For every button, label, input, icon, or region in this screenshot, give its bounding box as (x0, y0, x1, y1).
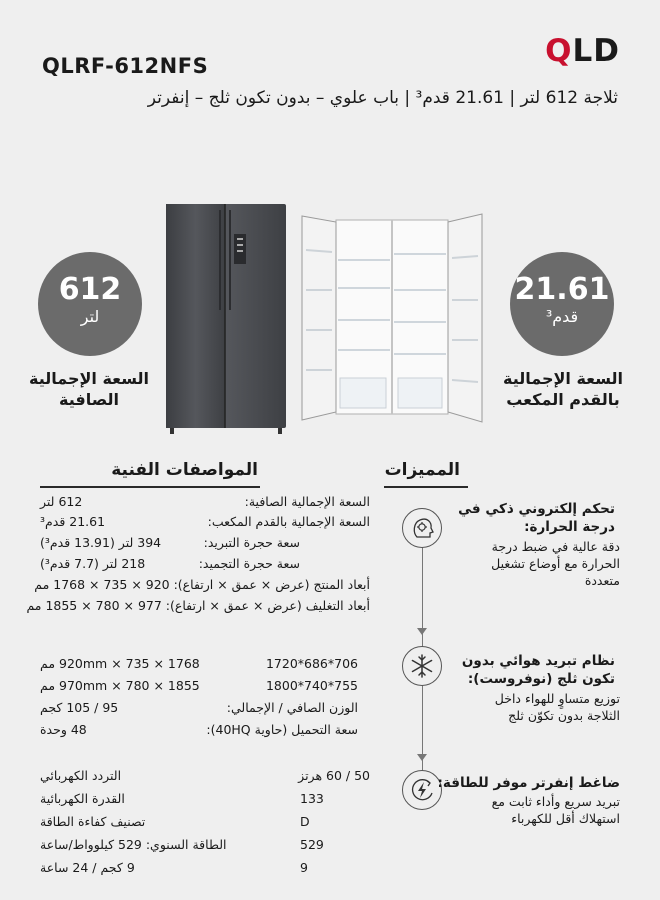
spec-row: سعة حجرة التبريد: 394 لتر (13.91 قدم³) (40, 535, 300, 550)
brand-logo: QLD (545, 33, 620, 69)
specs-group-dimensions (40, 654, 358, 742)
spec-row: 9 كجم / 24 ساعة 9 (40, 860, 308, 875)
capacity-cubic-feet-caption: السعة الإجمالية بالقدم المكعب (503, 369, 623, 409)
spec-row: السعة الإجمالية الصافية: 612 لتر (40, 494, 370, 509)
spec-row: 1768 × 735 × 920mm مم 706*686*1720 (40, 656, 358, 671)
specs-group-capacity (26, 492, 370, 617)
spec-row: تصنيف كفاءة الطاقة D (40, 814, 310, 829)
feature-smart-control: تحكم إلكتروني ذكي في درجة الحرارة: دقة عالية في ضبط درجة الحرارة مع أوضاع تشغيل متعددة (458, 501, 620, 588)
spec-row: الوزن الصافي / الإجمالي: 95 / 105 كجم (40, 700, 358, 715)
smart-control-icon (402, 508, 442, 548)
features-title-divider (384, 486, 468, 488)
spec-row: التردد الكهربائي 50 / 60 هرتز (40, 768, 370, 783)
specs-group-electrical (40, 766, 370, 881)
model-number: QLRF-612NFS (42, 54, 209, 78)
features-title: المميزات (384, 460, 460, 480)
capacity-liters-caption: السعة الإجمالية الصافية (29, 369, 149, 409)
fridge-closed-image (160, 200, 292, 436)
spec-row: أبعاد المنتج (عرض × عمق × ارتفاع): 920 × 735 × 1768 مم (34, 577, 370, 592)
capacity-liters-badge: 612 لتر (38, 252, 142, 356)
specs-title: المواصفات الفنية (111, 460, 258, 480)
spec-row: أبعاد التغليف (عرض × عمق × ارتفاع): 977 × 780 × 1855 مم (26, 598, 370, 613)
spec-row: سعة التحميل (حاوية 40HQ): 48 وحدة (40, 722, 358, 737)
timeline-arrow-icon (417, 754, 427, 761)
fridge-open-image (298, 210, 486, 424)
feature-no-frost: نظام تبريد هوائي بدون تكون ثلج (نوفروست): توزيع متساوٍ للهواء داخل الثلاجة بدون تكوّن ثلج (461, 653, 620, 723)
spec-row: سعة حجرة التجميد: 218 لتر (7.7 قدم³) (40, 556, 300, 571)
spec-row: السعة الإجمالية بالقدم المكعب: 21.61 قدم³ (40, 514, 370, 529)
feature-inverter: ضاغط إنفرتر موفر للطاقة: تبريد سريع وأداء ثابت مع استهلاك أقل للكهرباء (437, 775, 620, 826)
capacity-cubic-feet-badge: 21.61 قدم³ (510, 252, 614, 356)
spec-row: القدرة الكهربائية 133 (40, 791, 324, 806)
product-subtitle: ثلاجة 612 لتر | 21.61 قدم³ | باب علوي – بدون تكون ثلج – إنفرتر (147, 88, 618, 108)
snowflake-icon (402, 646, 442, 686)
timeline-arrow-icon (417, 628, 427, 635)
spec-row: 1855 × 780 × 970mm مم 755*740*1800 (40, 678, 358, 693)
spec-row: الطاقة السنوي: 529 كيلوواط/ساعة 529 (40, 837, 324, 852)
specs-title-divider (40, 486, 260, 488)
